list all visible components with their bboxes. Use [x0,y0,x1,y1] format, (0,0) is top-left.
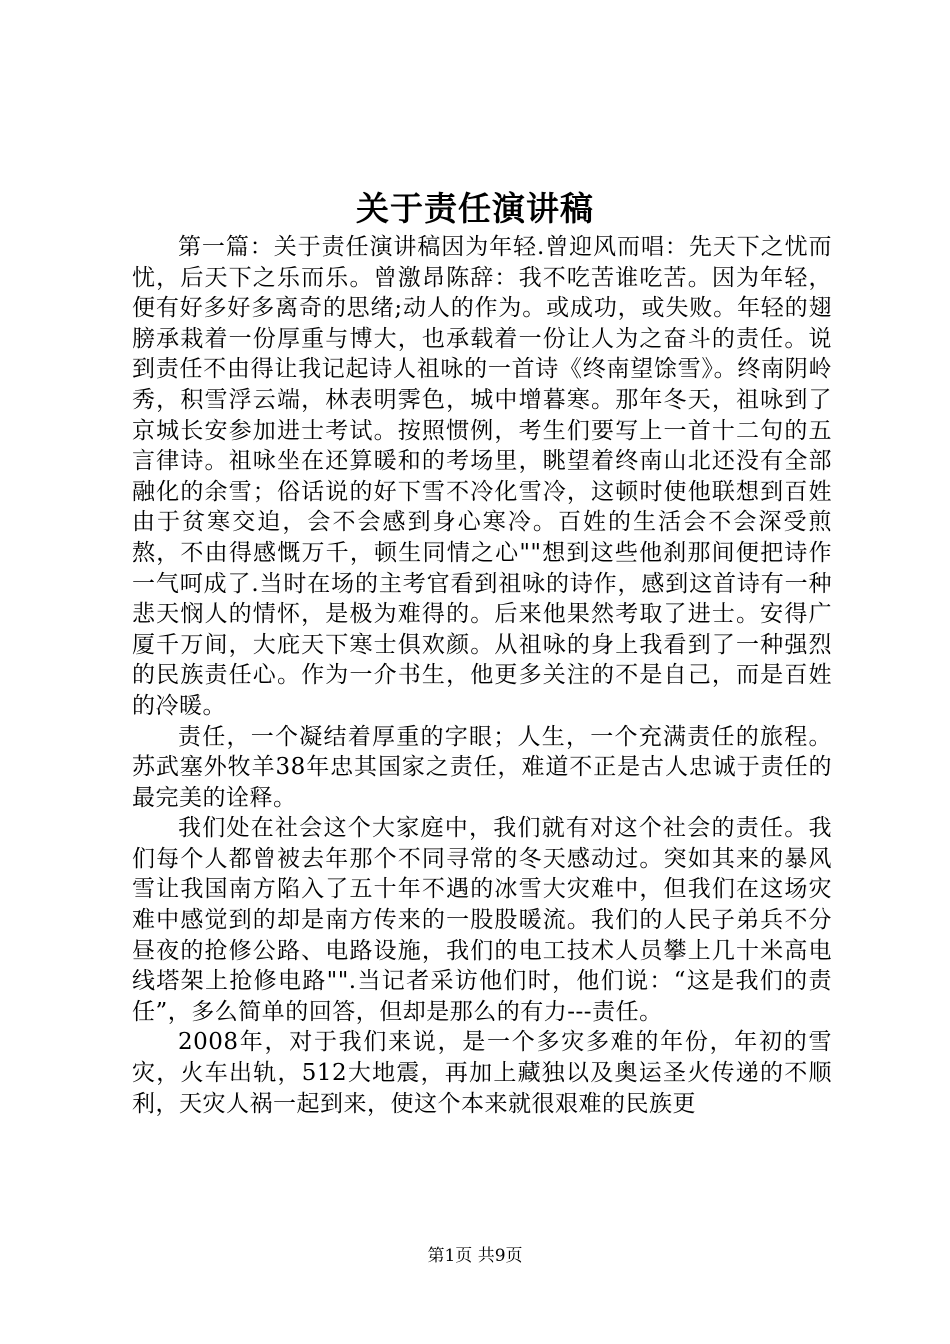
document-title: 关于责任演讲稿 [356,189,594,228]
paragraph-4: 2008年，对于我们来说，是一个多灾多难的年份，年初的雪灾，火车出轨，512大地震，再加上藏独以及奥运圣火传递的不顺利，天灾人祸一起到来，使这个本来就很艰难的民族更 [132,1029,832,1117]
paragraph-3: 我们处在社会这个大家庭中，我们就有对这个社会的责任。我们每个人都曾被去年那个不同寻常的冬天感动过。突如其来的暴风雪让我国南方陷入了五十年不遇的冰雪大灾难中，但我们在这场灾难中感觉到的却是南方传来的一股股暖流。我们的人民子弟兵不分昼夜的抢修公路、电路设施，我们的电工技术人员攀上几十米高电线塔架上抢修电路"".当记者采访他们时，他们说：“这是我们的责任”，多么简单的回答，但却是那么的有力---责任。 [132,815,832,1025]
paragraph-1: 第一篇：关于责任演讲稿因为年轻.曾迎风而唱：先天下之忧而忧，后天下之乐而乐。曾激昂陈辞：我不吃苦谁吃苦。因为年轻，便有好多好多离奇的思绪;动人的作为。或成功，或失败。年轻的翅膀承栽着一份厚重与博大，也承载着一份让人为之奋斗的责任。说到责任不由得让我记起诗人祖咏的一首诗《终南望馀雪》。终南阴岭秀，积雪浮云端，林表明霁色，城中增暮寒。那年冬天，祖咏到了京城长安参加进士考试。按照惯例，考生们要写上一首十二句的五言律诗。祖咏坐在还算暖和的考场里，眺望着终南山北还没有全部融化的余雪；俗话说的好下雪不冷化雪冷，这顿时使他联想到百姓由于贫寒交迫，会不会感到身心寒冷。百姓的生活会不会深受煎熬，不由得感慨万千，顿生同情之心""想到这些他刹那间便把诗作一气呵成了.当时在场的主考官看到祖咏的诗作，感到这首诗有一种悲天悯人的情怀，是极为难得的。后来他果然考取了进士。安得广厦千万间，大庇天下寒士俱欢颜。从祖咏的身上我看到了一种强烈的民族责任心。作为一介书生，他更多关注的不是自己，而是百姓的冷暖。 [132,234,832,719]
paragraph-2: 责任，一个凝结着厚重的字眼；人生，一个充满责任的旅程。苏武塞外牧羊38年忠其国家之责任，难道不正是古人忠诚于责任的最完美的诠释。 [132,723,832,811]
page-footer: 第1页 共9页 [427,1246,523,1266]
document-body [132,232,832,1119]
